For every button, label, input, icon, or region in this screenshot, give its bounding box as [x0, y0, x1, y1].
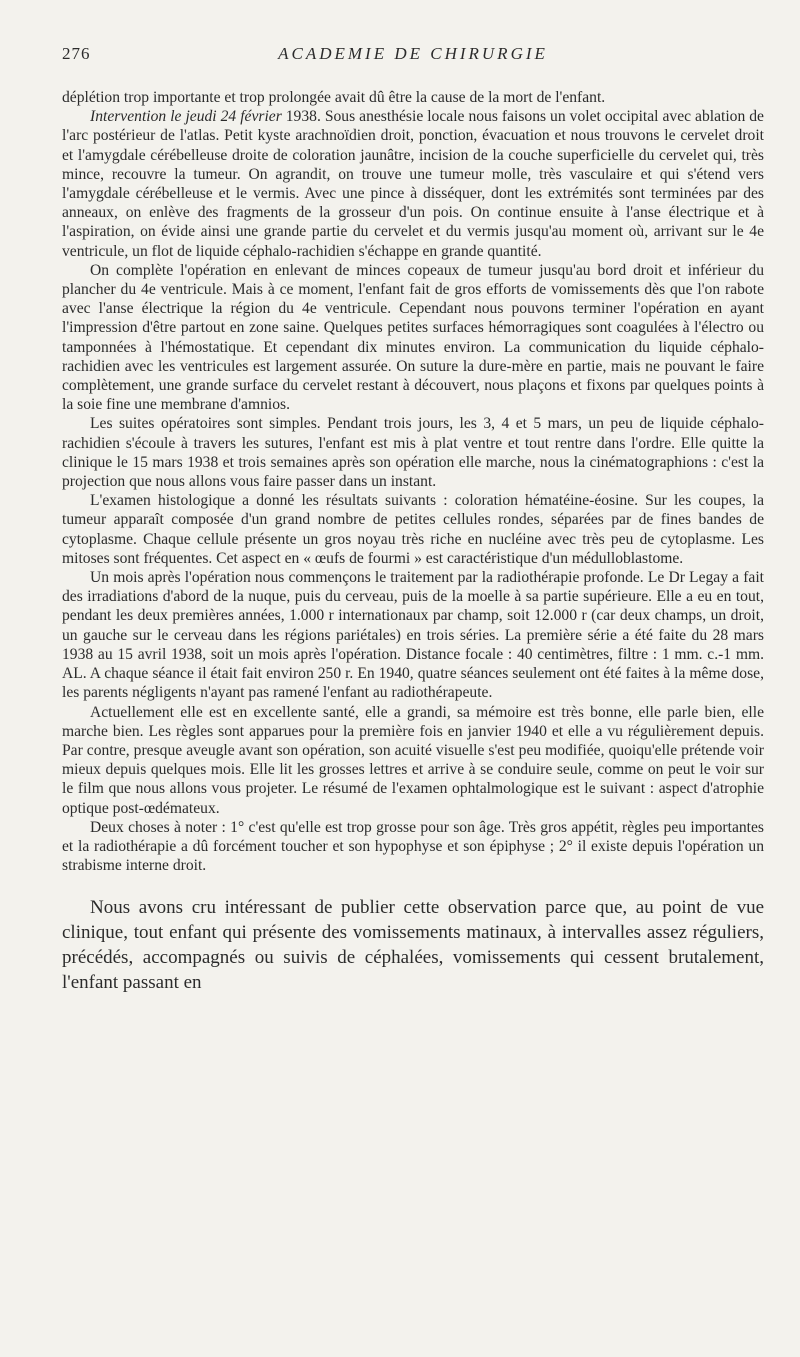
page-number: 276: [62, 44, 91, 63]
paragraph: Actuellement elle est en excellente santé, elle a grandi, sa mémoire est très bonne, elle parle bien, elle marche bien. Les règles sont apparues pour la première fois en janvier 1940 et elle a vu régulièrement depuis. Par contre, presque aveugle avant son opération, son acuité visuelle s'est peu modifiée, quoiqu'elle prétende voir mieux depuis quelques mois. Elle lit les grosses lettres et arrive à se conduire seule, comme on peut le voir sur le film que nous allons vous projeter. Le résumé de l'examen ophtalmologique est le suivant : aspect d'atrophie optique post-œdémateux.: [62, 703, 764, 817]
observation-text: [62, 88, 764, 875]
paragraph: Nous avons cru intéressant de publier cette observation parce que, au point de vue clinique, tout enfant qui présente des vomissements matinaux, à intervalles assez réguliers, précédés, accompagnés ou suivis de céphalées, vomissements qui cessent brutalement, l'enfant passant en: [62, 897, 764, 994]
running-title: ACADEMIE DE CHIRURGIE: [278, 44, 548, 63]
page-header: [62, 44, 764, 68]
paragraph: Les suites opératoires sont simples. Pendant trois jours, les 3, 4 et 5 mars, un peu de liquide céphalo-rachidien s'écoule à travers les sutures, l'enfant est mis à plat ventre et tout rentre dans l'ordre. Elle quitte la clinique le 15 mars 1938 et trois semaines après son opération elle marche, nous la cinématographions : c'est la projection que nous allons vous faire passer dans un instant.: [62, 415, 764, 491]
paragraph-body: 1938. Sous anesthésie locale nous faisons un volet occipital avec ablation de l'arc postérieur de l'atlas. Petit kyste arachnoïdien droit, ponction, évacuation et nous trouvons le cervelet droit et l'amygdale cérébelleuse droite de coloration jaunâtre, incision de la couche superficielle du cervelet qui, très mince, recouvre la tumeur. On agrandit, on trouve une tumeur molle, très vasculaire et qui s'étend vers l'amygdale cérébelleuse et le vermis. Avec une pince à disséquer, dont les extrémités sont terminées par des anneaux, on enlève des fragments de la grosseur d'un pois. On continue ensuite à l'anse électrique et à l'aspiration, on évide ainsi une grande partie du cervelet et du vermis jusqu'au moment où, arrivant sur le 4e ventricule, un flot de liquide céphalo-rachidien s'échappe en grande quantité.: [62, 108, 764, 260]
paragraph: L'examen histologique a donné les résultats suivants : coloration hématéine-éosine. Sur les coupes, la tumeur apparaît composée d'un grand nombre de petites cellules rondes, séparées par de fines bandes de cytoplasme. Chaque cellule présente un gros noyau très riche en nucléine avec très peu de cytoplasme. Les mitoses sont fréquentes. Cet aspect en « œufs de fourmi » est caractéristique d'un médulloblastome.: [62, 492, 764, 567]
paragraph: Deux choses à noter : 1° c'est qu'elle est trop grosse pour son âge. Très gros appétit, règles peu importantes et la radiothérapie a dû forcément toucher et son hypophyse et son épiphyse ; 2° il existe depuis l'opération un strabisme interne droit.: [62, 818, 764, 875]
conclusion-text: [62, 895, 764, 995]
paragraph: On complète l'opération en enlevant de minces copeaux de tumeur jusqu'au bord droit et inférieur du plancher du 4e ventricule. Mais à ce moment, l'enfant fait de gros efforts de vomissements dès que l'on rabote avec l'anse électrique la région du 4e ventricule. Cependant nous pouvons terminer l'opération en ayant l'impression d'être partout en zone saine. Quelques petites surfaces hémorragiques sont coagulées à l'électro ou tamponnées à l'hémostatique. Et cependant dix minutes environ. La communication du liquide céphalo-rachidien avec les ventricules est largement assurée. On suture la dure-mère en partie, mais ne pouvant le faire complètement, une grande surface du cervelet restant à découvert, nous plaçons et fixons par quelques points à la soie fine une membrane d'amnios.: [62, 261, 764, 414]
paragraph: Un mois après l'opération nous commençons le traitement par la radiothérapie profonde. Le Dr Legay a fait des irradiations d'abord de la nuque, puis du cerveau, puis de la moelle à sa partie supérieure. Elle a eu en tout, pendant les deux premières années, 1.000 r internationaux par champ, soit 12.000 r (car deux champs, un droit, un gauche sur le cerveau dans les régions pariétales) en trois séries. La première série a été faite du 28 mars 1938 au 15 avril 1938, soit un mois après l'opération. Distance focale : 40 centimètres, filtre : 1 mm. c.-1 mm. AL. A chaque séance il était fait environ 250 r. En 1940, quatre séances seulement ont été faites à la même dose, les parents négligents n'ayant pas ramené l'enfant au radiothérapeute.: [62, 569, 764, 702]
intervention-lead: Intervention le jeudi 24 février: [90, 108, 282, 126]
paragraph: déplétion trop importante et trop prolongée avait dû être la cause de la mort de l'enfant.: [62, 89, 606, 106]
paragraph: [62, 107, 764, 261]
